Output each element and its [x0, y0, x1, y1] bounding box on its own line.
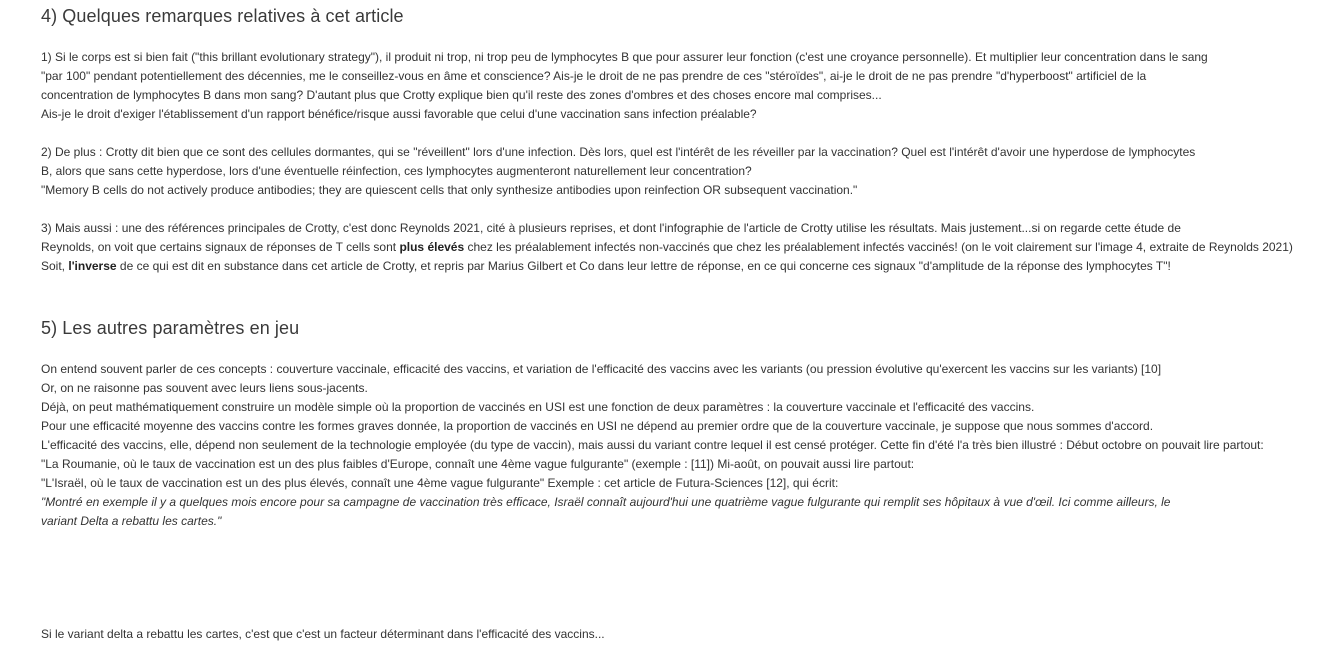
text-run: Soit,: [41, 259, 69, 273]
text-line: L'efficacité des vaccins, elle, dépend non seulement de la technologie employée (du type de vaccin), mais aussi du variant contre lequel il est censé protéger.: [41, 438, 877, 452]
text-run: chez les préalablement infectés non-vaccinés que chez les préalablement infectés vaccinés! (on le voit clairement sur l'image 4, extraite de: [464, 240, 1206, 254]
text-line: Début octobre on pouvait lire partout:: [1066, 438, 1264, 452]
text-line: Cette fin d'été l'a très bien illustré :: [880, 438, 1063, 452]
text-line: [41, 259, 1171, 273]
text-line: 2) De plus : Crotty dit bien que ce sont des cellules dormantes, qui se "réveillent" lors d'une infection. Dès lors, quel est l'intérêt de les réveiller par la vaccination? Quel est l'intérêt d'avoir une hyperdose de lymphocytes: [41, 145, 1196, 159]
text-run: de ce qui est dit en substance dans cet article de Crotty, et repris par Marius Gilbert et Co dans leur lettre de réponse, en ce qui concerne ces signaux "d'amplitude de la réponse des lymphocytes T"!: [116, 259, 1171, 273]
text-line: 1) Si le corps est si bien fait ("this brillant evolutionary strategy"), il produit ni trop, ni trop peu de lymphocytes B que pour assurer leur fonction (c'est une croyance personnelle). Et multiplier leur concentration dans le sang: [41, 50, 1208, 64]
section-5-heading: 5) Les autres paramètres en jeu: [41, 318, 300, 338]
section-5-body: [41, 360, 1306, 531]
emphasis-inverse: l'inverse: [68, 259, 117, 273]
text-line: "La Roumanie, où le taux de vaccination est un des plus faibles d'Europe, connaît une 4ème vague fulgurante" (exemple : [11]): [41, 457, 715, 471]
text-line: 3) Mais aussi : une des références principales de Crotty, c'est donc Reynolds 2021, cité à plusieurs reprises, et dont l'infographie de l'article de Crotty utilise les résultats. Mais justement...si on regarde cette étude de: [41, 221, 1181, 235]
quote-line: "Montré en exemple il y a quelques mois encore pour sa campagne de vaccination très efficace, Israël connaît aujourd'hui une quatrième vague fulgurante qui remplit ses hôpitaux à vue d'œil. Ici comme ailleurs, le: [41, 495, 1171, 509]
section-4-paragraph-1: [41, 48, 1306, 124]
text-line: Or, on ne raisonne pas souvent avec leurs liens sous-jacents.: [41, 381, 368, 395]
section-4-paragraph-2: [41, 143, 1306, 200]
text-line: "L'Israël, où le taux de vaccination est un des plus élevés, connaît une 4ème vague fulgurante": [41, 476, 545, 490]
text-line: Ais-je le droit d'exiger l'établissement d'un rapport bénéfice/risque aussi favorable que celui d'une vaccination sans infection préalable?: [41, 107, 757, 121]
text-line: Exemple : cet article de Futura-Sciences [12], qui écrit:: [547, 476, 839, 490]
quote-line: variant Delta a rebattu les cartes.": [41, 514, 222, 528]
text-line: Si le variant delta a rebattu les cartes, c'est que c'est un facteur déterminant dans l'efficacité des vaccins...: [41, 627, 605, 641]
text-line: [41, 240, 1206, 254]
text-line: "par 100" pendant potentiellement des décennies, me le conseillez-vous en âme et conscience? Ais-je le droit de ne pas prendre de ces "stéroïdes", ai-je le droit de ne pas prendre "d'hyperboost" artificiel de la: [41, 69, 1147, 83]
text-line: Pour une efficacité moyenne des vaccins contre les formes graves donnée, la proportion de vaccinés en USI ne dépend au premier ordre que de la couverture vaccinale, je suppose que nous sommes d'accord.: [41, 419, 1154, 433]
section-5-closing: [41, 625, 1306, 644]
text-run: Reynolds, on voit que certains signaux de réponses de T cells sont: [41, 240, 400, 254]
text-line: "Memory B cells do not actively produce antibodies; they are quiescent cells that only synthesize antibodies upon reinfection OR subsequent vaccination.": [41, 183, 858, 197]
text-line: Mi-août, on pouvait aussi lire partout:: [717, 457, 915, 471]
text-line: B, alors que sans cette hyperdose, lors d'une éventuelle réinfection, ces lymphocytes augmenteront naturellement leur concentration?: [41, 164, 752, 178]
section-4-paragraph-3: [41, 219, 1306, 276]
text-line: Déjà, on peut mathématiquement construire un modèle simple où la proportion de vaccinés en USI est une fonction de deux paramètres : la couverture vaccinale et l'efficacité des vaccins.: [41, 400, 1035, 414]
text-line: Reynolds 2021): [1208, 240, 1293, 254]
section-4-heading: 4) Quelques remarques relatives à cet article: [41, 6, 404, 26]
text-line: concentration de lymphocytes B dans mon sang? D'autant plus que Crotty explique bien qu'il reste des zones d'ombres et des choses encore mal comprises...: [41, 88, 882, 102]
emphasis-plus-eleves: plus élevés: [399, 240, 465, 254]
text-line: On entend souvent parler de ces concepts : couverture vaccinale, efficacité des vaccins, et variation de l'efficacité des vaccins avec les variants (ou pression évolutive qu'exercent les vaccins sur les variants) [10]: [41, 362, 1162, 376]
